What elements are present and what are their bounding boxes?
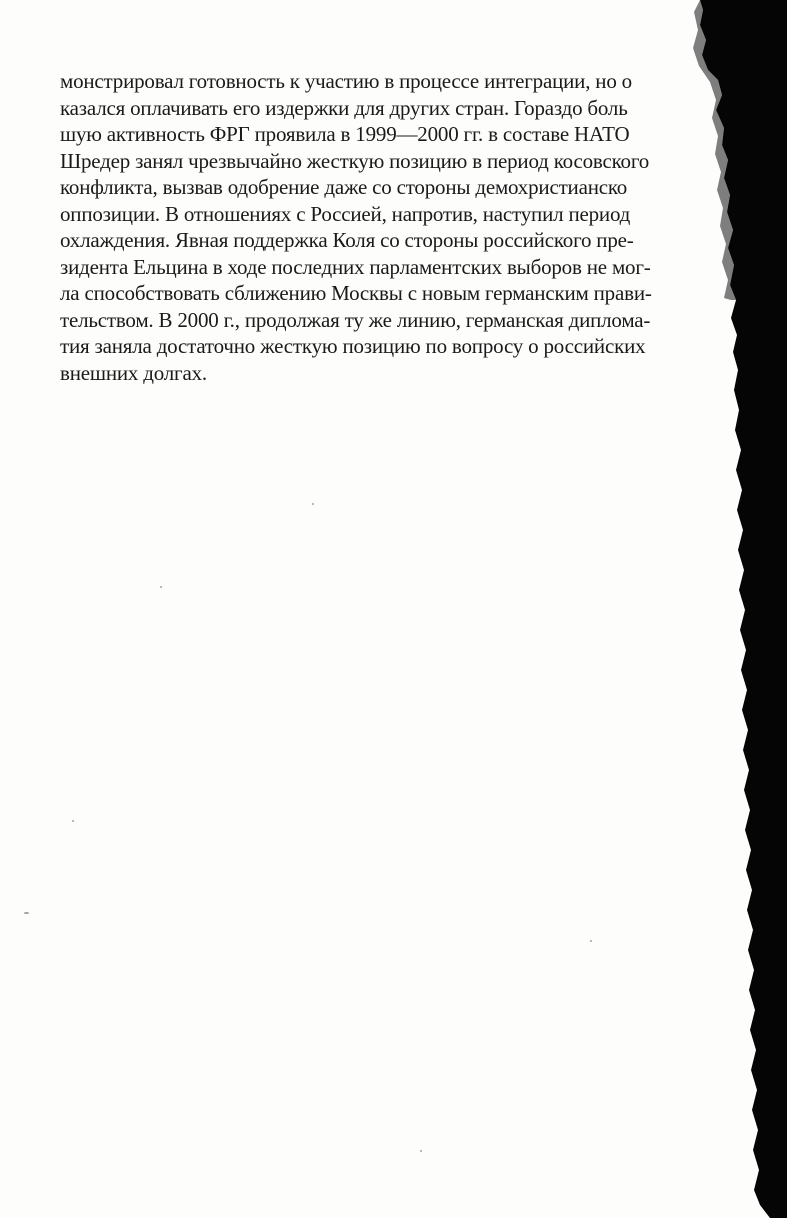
scan-speck <box>590 940 592 942</box>
scan-speck <box>420 1150 422 1152</box>
text-line: охлаждения. Явная поддержка Коля со стороны российского пре- <box>60 228 634 252</box>
body-paragraph <box>60 68 750 386</box>
scan-speck <box>72 820 74 822</box>
text-line: конфликта, вызвав одобрение даже со стороны демохристианско <box>60 175 628 199</box>
scan-speck <box>24 912 29 914</box>
text-line: шую активность ФРГ проявила в 1999—2000 гг. в составе НАТО <box>60 122 630 146</box>
text-line: оппозиции. В отношениях с Россией, напротив, наступил период <box>60 201 631 226</box>
text-line: монстрировал готовность к участию в процессе интеграции, но о <box>60 69 632 93</box>
text-line: внешних долгах. <box>60 360 207 385</box>
scan-speck <box>160 586 162 588</box>
text-line: тия заняла достаточно жесткую позицию по вопросу о российских <box>60 334 646 358</box>
text-line: ла способствовать сближению Москвы с новым германским прави- <box>60 281 652 305</box>
text-line: казался оплачивать его издержки для других стран. Гораздо боль <box>60 95 628 120</box>
scan-speck <box>312 503 314 505</box>
text-line: тельством. В 2000 г., продолжая ту же линию, германская диплома- <box>60 307 651 332</box>
text-line: зидента Ельцина в ходе последних парламентских выборов не мог- <box>60 254 651 279</box>
text-line: Шредер занял чрезвычайно жесткую позицию в период косовского <box>60 148 650 173</box>
